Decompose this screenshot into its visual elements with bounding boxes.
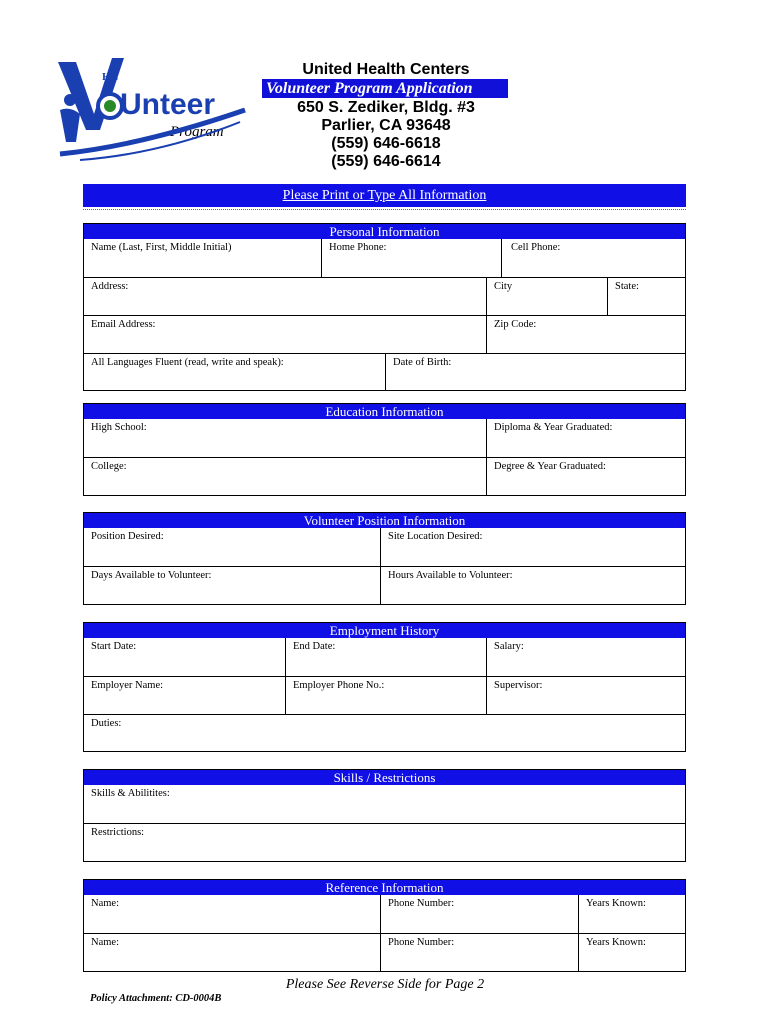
instructions-bar <box>83 184 686 207</box>
education-row-1 <box>84 419 685 457</box>
email-field[interactable]: Email Address: <box>91 319 156 330</box>
zip-field[interactable]: Zip Code: <box>486 316 685 353</box>
volunteer-row-1 <box>84 528 685 566</box>
reference-name-1[interactable]: Name: <box>91 898 119 909</box>
reference-name-2[interactable]: Name: <box>91 937 119 948</box>
reference-row-2 <box>84 933 685 971</box>
reference-title: Reference Information <box>84 880 685 895</box>
degree-field[interactable]: Degree & Year Graduated: <box>486 458 685 495</box>
college-field[interactable]: College: <box>91 461 127 472</box>
skills-field[interactable]: Skills & Abilitites: <box>91 788 170 799</box>
home-phone-field[interactable]: Home Phone: <box>321 239 501 277</box>
cell-phone-field[interactable]: Cell Phone: <box>501 239 685 277</box>
reference-section <box>83 879 686 972</box>
volunteer-row-2 <box>84 566 685 604</box>
education-row-2 <box>84 457 685 495</box>
employment-row-2 <box>84 676 685 714</box>
reference-years-2[interactable]: Years Known: <box>578 934 685 971</box>
days-field[interactable]: Days Available to Volunteer: <box>91 570 212 581</box>
address-field[interactable]: Address: <box>91 281 129 292</box>
skills-title: Skills / Restrictions <box>84 770 685 785</box>
languages-field[interactable]: All Languages Fluent (read, write and speak): <box>91 357 284 368</box>
position-field[interactable]: Position Desired: <box>91 531 164 542</box>
education-section <box>83 403 686 496</box>
employment-row-3 <box>84 714 685 751</box>
site-field[interactable]: Site Location Desired: <box>380 528 685 566</box>
volunteer-section <box>83 512 686 605</box>
employment-section <box>83 622 686 752</box>
volunteer-program-logo <box>50 50 250 168</box>
skills-section <box>83 769 686 862</box>
reverse-side-note: Please See Reverse Side for Page 2 <box>285 977 485 992</box>
dob-field[interactable]: Date of Birth: <box>385 354 685 390</box>
duties-field[interactable]: Duties: <box>91 718 122 729</box>
employment-row-1 <box>84 638 685 676</box>
program-title: Volunteer Program Application <box>262 79 508 98</box>
salary-field[interactable]: Salary: <box>486 638 685 676</box>
city-field[interactable]: City <box>486 278 607 315</box>
name-field[interactable]: Name (Last, First, Middle Initial) <box>91 242 232 253</box>
skills-row-1 <box>84 785 685 823</box>
diploma-field[interactable]: Diploma & Year Graduated: <box>486 419 685 457</box>
restrictions-field[interactable]: Restrictions: <box>91 827 145 838</box>
personal-row-4 <box>84 353 685 390</box>
supervisor-field[interactable]: Supervisor: <box>486 677 685 714</box>
address-line-1: 650 S. Zediker, Bldg. #3 <box>297 99 475 116</box>
education-title: Education Information <box>84 404 685 419</box>
personal-row-2 <box>84 277 685 315</box>
phone-1: (559) 646-6618 <box>331 135 441 152</box>
skills-row-2 <box>84 823 685 861</box>
reference-phone-1[interactable]: Phone Number: <box>380 895 578 933</box>
personal-title: Personal Information <box>84 224 685 239</box>
reference-row-1 <box>84 895 685 933</box>
instructions-text: Please Print or Type All Information <box>282 188 487 203</box>
logo-program: Program <box>170 124 224 140</box>
state-field[interactable]: State: <box>607 278 685 315</box>
org-name: United Health Centers <box>302 61 470 78</box>
personal-section <box>83 223 686 391</box>
employer-name-field[interactable]: Employer Name: <box>91 680 164 691</box>
phone-2: (559) 646-6614 <box>331 153 441 170</box>
personal-row-3 <box>84 315 685 353</box>
end-date-field[interactable]: End Date: <box>285 638 486 676</box>
policy-attachment: Policy Attachment: CD-0004B <box>90 993 222 1004</box>
svg-text:Unteer: Unteer <box>120 88 216 121</box>
high-school-field[interactable]: High School: <box>91 422 147 433</box>
volunteer-title: Volunteer Position Information <box>84 513 685 528</box>
employer-phone-field[interactable]: Employer Phone No.: <box>285 677 486 714</box>
employment-title: Employment History <box>84 623 685 638</box>
start-date-field[interactable]: Start Date: <box>91 641 137 652</box>
logo-hc: HC <box>102 71 119 83</box>
dotted-divider <box>83 207 686 210</box>
hours-field[interactable]: Hours Available to Volunteer: <box>380 567 685 604</box>
reference-years-1[interactable]: Years Known: <box>578 895 685 933</box>
reference-phone-2[interactable]: Phone Number: <box>380 934 578 971</box>
address-line-2: Parlier, CA 93648 <box>321 117 451 134</box>
personal-row-1 <box>84 239 685 277</box>
